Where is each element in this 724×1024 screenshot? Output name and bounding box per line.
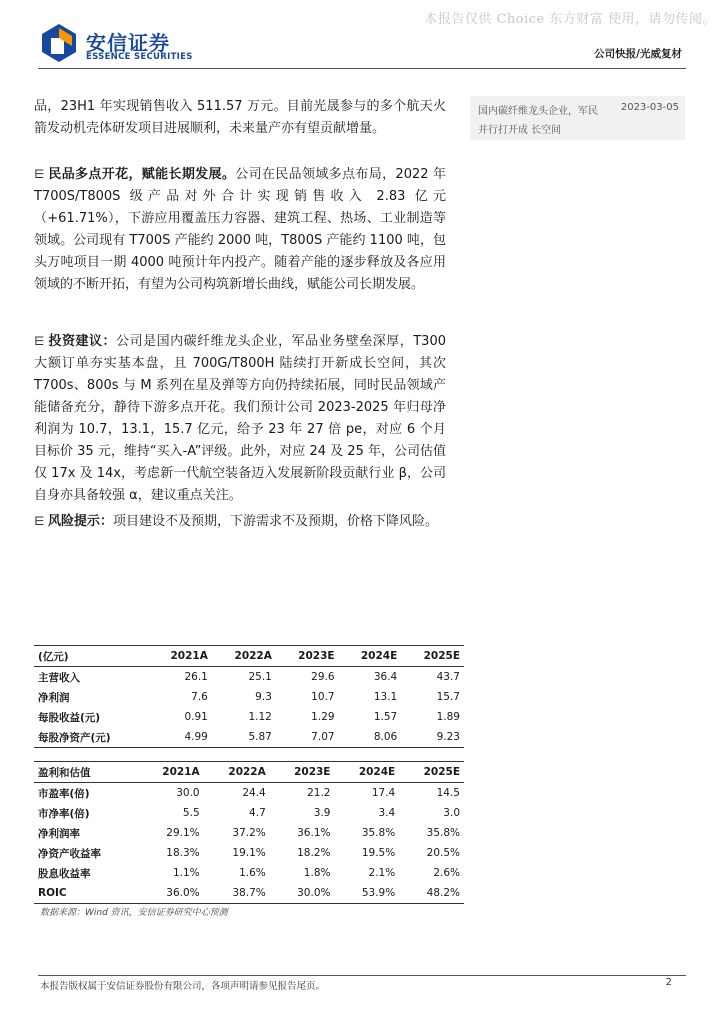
table-cell: 1.12 <box>248 711 272 723</box>
paragraph-risk-warning <box>34 510 446 533</box>
table-header-cell: 2025E <box>399 762 464 783</box>
table-cell: 10.7 <box>311 691 335 703</box>
table-cell: 净利润率 <box>38 827 80 840</box>
paragraph-investment-advice <box>34 330 446 507</box>
table-cell: 36.1% <box>297 827 331 839</box>
related-report-box <box>470 96 685 140</box>
table-cell: 26.1 <box>184 671 208 683</box>
table-cell: 30.0 <box>176 787 200 799</box>
table-cell: 30.0% <box>270 883 335 904</box>
table-cell: 36.4 <box>373 671 398 683</box>
table-header-cell: 2022A <box>204 762 270 783</box>
footer-disclaimer: 本报告版权属于安信证券股份有限公司，各项声明请参见报告尾页。 <box>40 981 326 992</box>
table-row <box>34 803 464 823</box>
table-cell: 市盈率(倍) <box>38 787 90 800</box>
page-number: 2 <box>665 977 672 988</box>
table-cell: 48.2% <box>399 883 464 904</box>
table-header-cell: 盈利和估值 <box>34 762 138 783</box>
paragraph-text: 公司是国内碳纤维龙头企业，军品业务壁垒深厚，T300 大额订单夯实基本盘，且 700G/T800H 陆续打开新成长空间，其次 T700s、800s 与 M 系列在星及弹等方向仍持续拓展，同时民品领域产能储备充分，静待下游多点开花。我们预计公司 2023-2025 年归母净利润为 10.7，13.1，15.7 亿元，给予 23 年 27 倍 pe，对应 6 个月目标价 35 元，维持“买入-A”评级。此外，对应 24 及 25 年，公司估值仅 17x 及 14x，考虑新一代航空装备迈入发展新阶段贡献行业 β，公司自身亦具备较强 α，建议重点关注。 <box>34 334 446 503</box>
table-row <box>34 823 464 843</box>
related-report-title-line2[interactable]: 并行打开成 长空间 <box>478 125 562 136</box>
table-cell: 36.0% <box>138 883 204 904</box>
table-cell: 17.4 <box>371 787 396 799</box>
table-cell: 每股净资产(元) <box>34 727 148 748</box>
table-cell: 2.6% <box>433 867 460 879</box>
table-cell: 9.23 <box>401 727 464 748</box>
table-cell: 7.6 <box>191 691 208 703</box>
table-cell: 25.1 <box>248 671 272 683</box>
table-row <box>34 667 464 688</box>
table-header-cell: 2024E <box>339 646 402 667</box>
table-cell: 20.5% <box>426 847 460 859</box>
table-header-cell: (亿元) <box>34 646 148 667</box>
table-cell: 14.5 <box>436 787 460 799</box>
table-cell: 53.9% <box>334 883 399 904</box>
table-cell: 43.7 <box>436 671 460 683</box>
table-cell: 24.4 <box>242 787 266 799</box>
table-cell: 19.5% <box>361 847 396 859</box>
table-cell: 市净率(倍) <box>38 807 90 820</box>
table-cell: 1.8% <box>303 867 331 879</box>
table-cell: 15.7 <box>436 691 460 703</box>
table-cell: 净利润 <box>38 691 70 704</box>
table-cell: 7.07 <box>276 727 339 748</box>
table-cell: 每股收益(元) <box>38 711 101 724</box>
table-header-cell: 2021A <box>138 762 204 783</box>
table-cell: 4.99 <box>148 727 212 748</box>
paragraph-lead: 民品多点开花，赋能长期发展。 <box>48 167 236 182</box>
paragraph-text: 项目建设不及预期，下游需求不及预期，价格下降风险。 <box>113 514 439 529</box>
table-cell: 29.6 <box>311 671 335 683</box>
bullet-icon: ⋿ <box>34 514 45 528</box>
table-cell: 18.3% <box>166 847 200 859</box>
table-cell: 3.9 <box>313 807 331 819</box>
header-divider <box>38 68 686 69</box>
table-header-row <box>34 762 464 783</box>
table-cell: 0.91 <box>184 711 208 723</box>
table-cell: 2.1% <box>368 867 396 879</box>
source-note: 数据来源：Wind 资讯，安信证券研究中心预测 <box>40 908 228 918</box>
table-cell: 股息收益率 <box>38 867 91 880</box>
paragraph-text: 公司在民品领域多点布局，2022 年 T700S/T800S 级产品对外合计实现销售收入 2.83 亿元（+61.71%），下游应用覆盖压力容器、建筑工程、热场、工业制造等领域。公司现有 T700S 产能约 2000 吨，T800S 产能约 1100 吨，包头万吨项目一期 4000 吨预计年内投产。随着产能的逐步释放及各应用领域的不断开拓，有望为公司构筑新增长曲线，赋能公司长期发展。 <box>34 167 446 292</box>
table-cell: 4.7 <box>249 807 266 819</box>
table-cell: 1.89 <box>436 711 460 723</box>
table-cell: 35.8% <box>426 827 460 839</box>
paragraph-text: 品，23H1 年实现销售收入 511.57 万元。目前光晟参与的多个航天火箭发动机壳体研发项目进展顺利，未来量产亦有望贡献增量。 <box>34 99 446 136</box>
table-header-row <box>34 646 464 667</box>
table-cell: 29.1% <box>166 827 200 839</box>
table-row <box>34 863 464 883</box>
table-cell: 1.1% <box>172 867 200 879</box>
brand-logo <box>42 24 242 70</box>
table-cell: 净资产收益率 <box>38 847 101 860</box>
table-cell: 3.4 <box>378 807 396 819</box>
brand-name-en: ESSENCE SECURITIES <box>86 52 193 62</box>
table-cell: 1.57 <box>373 711 398 723</box>
report-type: 公司快报/光威复材 <box>594 48 682 60</box>
table-cell: 1.6% <box>239 867 266 879</box>
table-cell: 1.29 <box>311 711 335 723</box>
table-cell: ROIC <box>34 883 138 904</box>
related-report-title-line1[interactable]: 国内碳纤维龙头企业，军民 <box>478 106 598 117</box>
table-row <box>34 727 464 748</box>
brand-logo-icon <box>42 24 76 62</box>
table-row <box>34 687 464 707</box>
table-row <box>34 783 464 804</box>
table-cell: 13.1 <box>373 691 398 703</box>
table-cell: 18.2% <box>297 847 331 859</box>
table-cell: 8.06 <box>339 727 402 748</box>
table-cell: 9.3 <box>255 691 272 703</box>
paragraph-intro <box>34 96 446 140</box>
paragraph-lead: 风险提示： <box>48 514 114 529</box>
table-cell: 19.1% <box>232 847 266 859</box>
table-header-cell: 2023E <box>276 646 339 667</box>
table-cell: 3.0 <box>443 807 460 819</box>
table-cell: 主营收入 <box>38 671 80 684</box>
watermark: 本报告仅供 Choice 东方财富 使用，请勿传阅。 <box>424 12 716 27</box>
bullet-icon: ⋿ <box>34 167 45 181</box>
valuation-table <box>34 761 464 904</box>
table-row <box>34 843 464 863</box>
bullet-icon: ⋿ <box>34 334 45 348</box>
table-cell: 5.87 <box>212 727 276 748</box>
footer-divider <box>38 975 686 976</box>
table-header-cell: 2024E <box>334 762 399 783</box>
table-row <box>34 707 464 727</box>
related-report-date: 2023-03-05 <box>620 102 679 113</box>
table-cell: 5.5 <box>182 807 200 819</box>
table-cell: 35.8% <box>361 827 396 839</box>
paragraph-lead: 投资建议： <box>48 334 117 349</box>
table-header-cell: 2022A <box>212 646 276 667</box>
brand-name-cn: 安信证券 <box>86 31 170 55</box>
table-header-cell: 2025E <box>401 646 464 667</box>
table-row <box>34 883 464 904</box>
table-header-cell: 2023E <box>270 762 335 783</box>
table-cell: 21.2 <box>307 787 331 799</box>
financial-summary-table <box>34 645 464 748</box>
paragraph-civil-products <box>34 163 446 296</box>
table-cell: 37.2% <box>232 827 266 839</box>
table-header-cell: 2021A <box>148 646 212 667</box>
table-cell: 38.7% <box>204 883 270 904</box>
